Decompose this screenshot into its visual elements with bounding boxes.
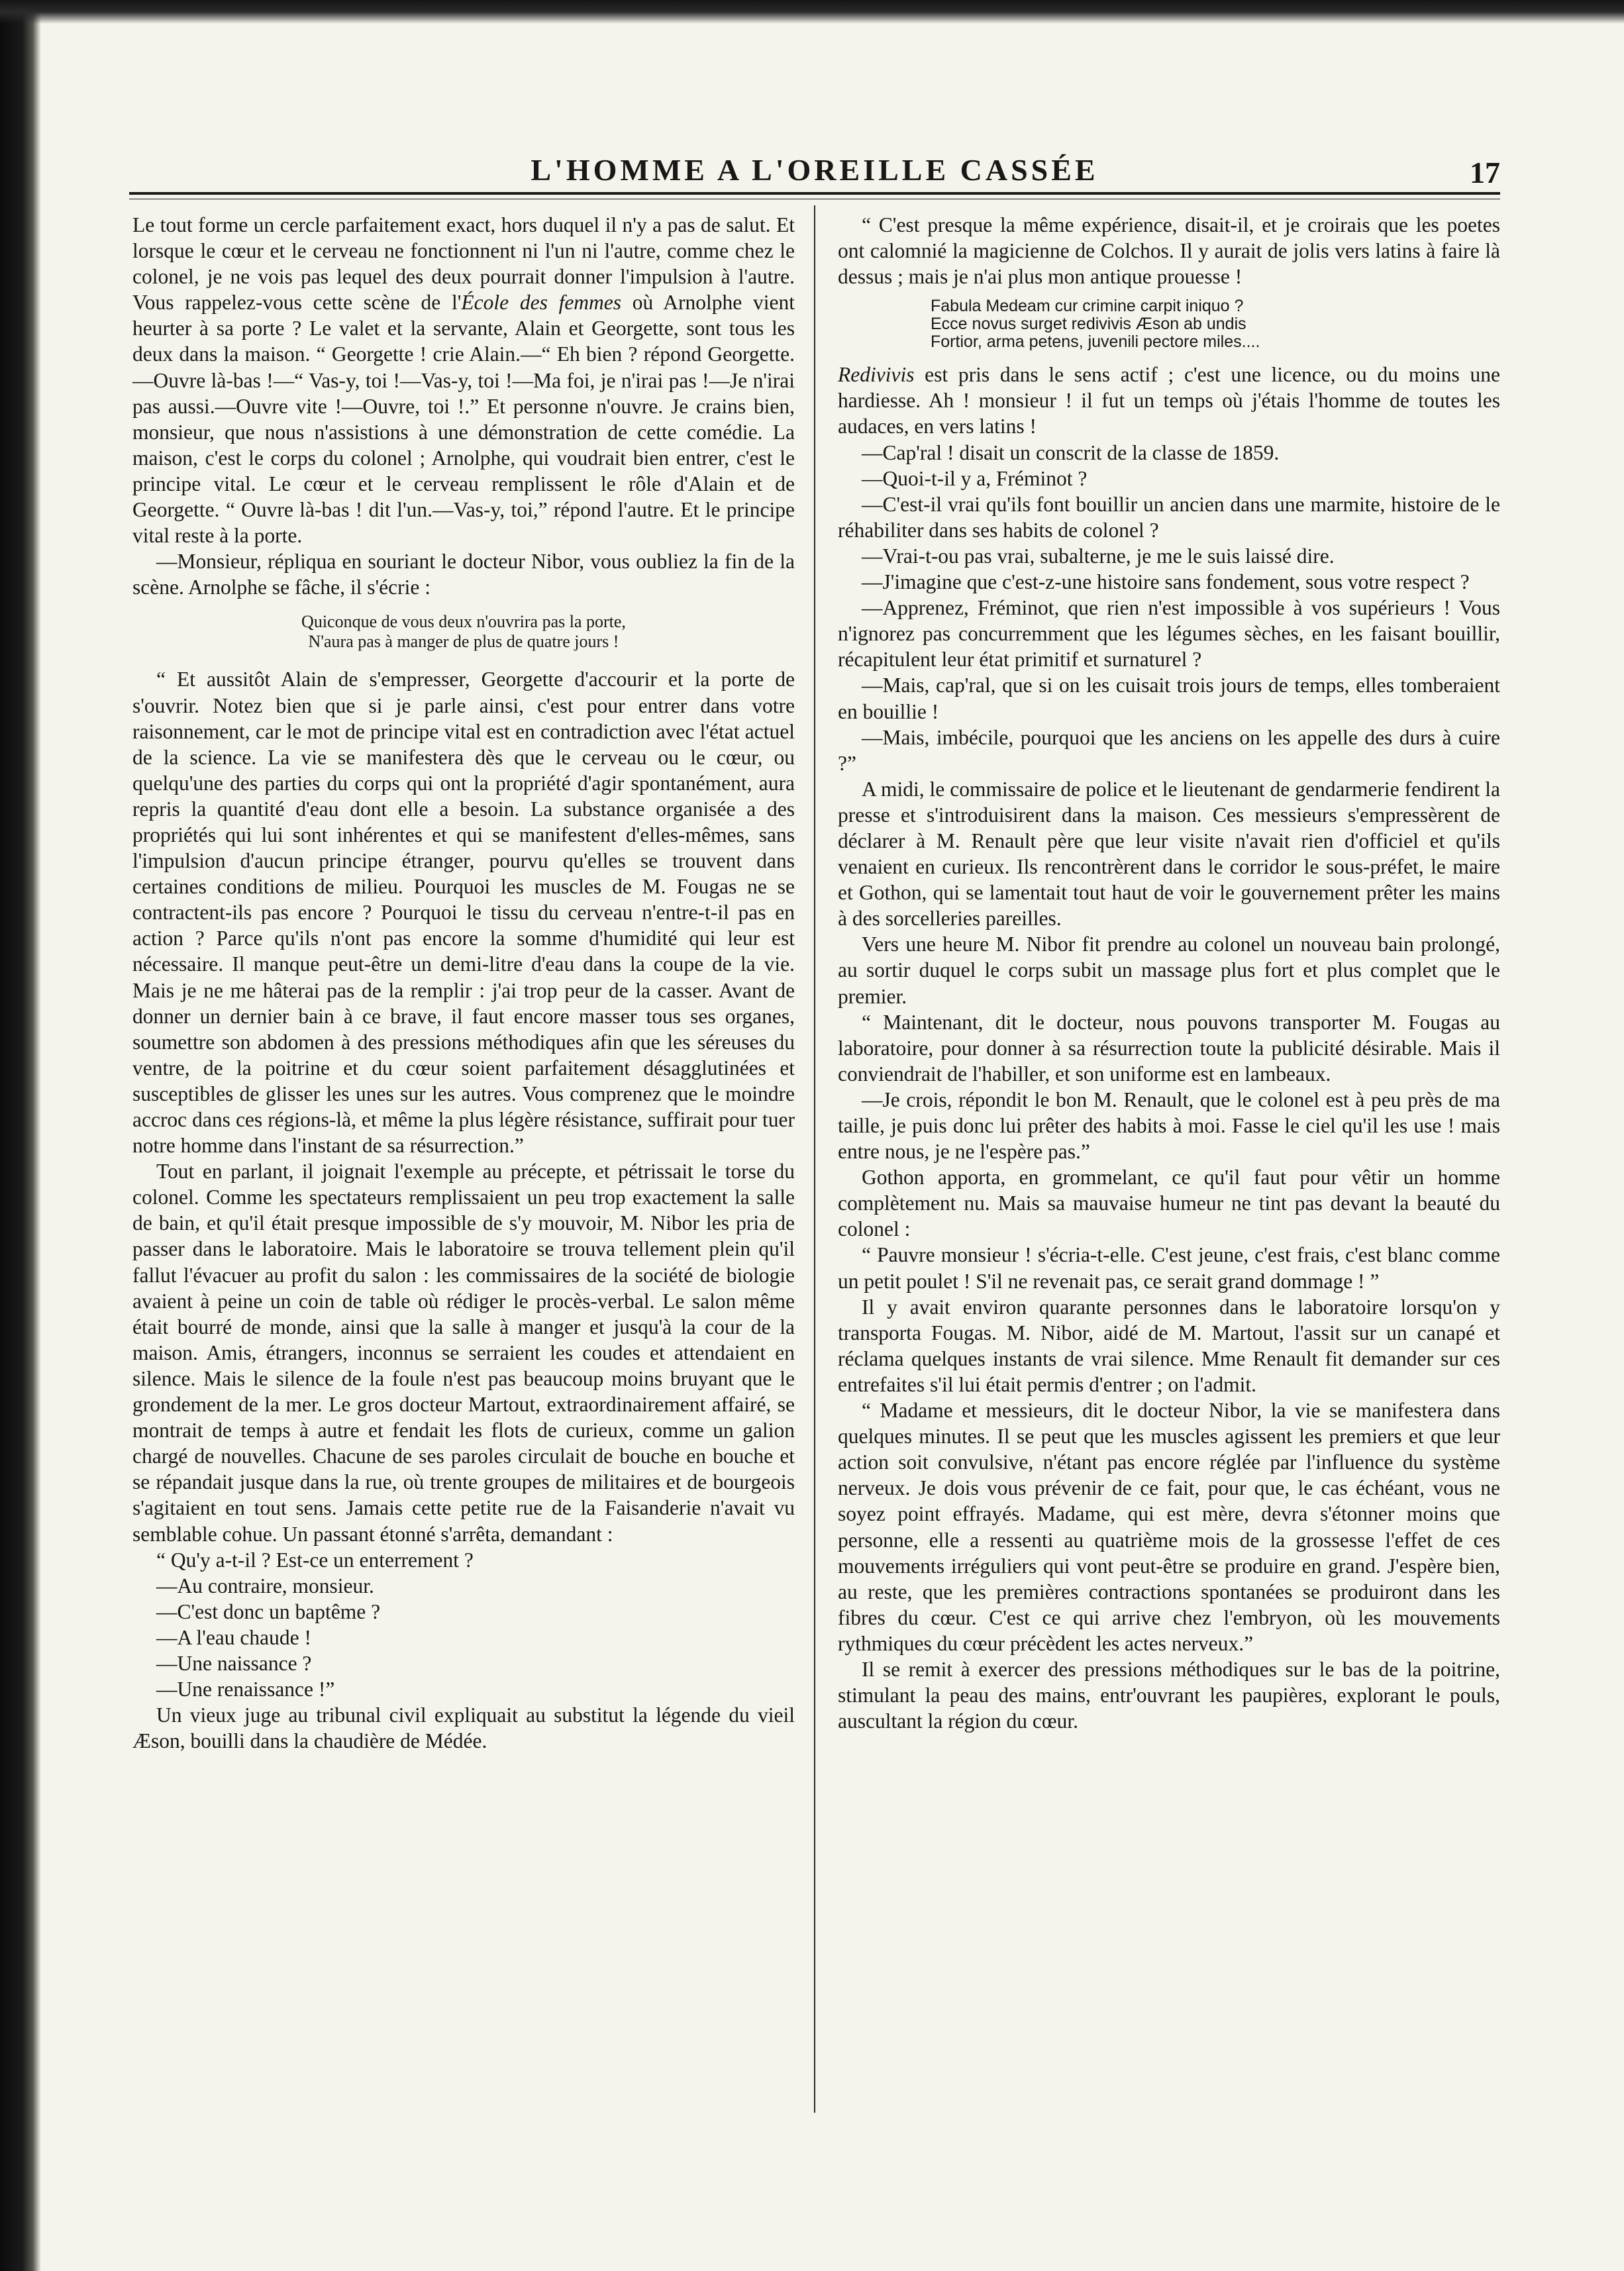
paragraph: Le tout forme un cercle parfaitement exact, hors duquel il n'y a pas de salut. Et lorsque le cœur et le cerveau ne fonctionnent ni l'un ni l'autre, comme chez le colonel, je ne vois pas lequel des deux pourrait donner l'impulsion à l'autre. Vous rappelez-vous cette scène de l'École des femmes où Arnolphe vient heurter à sa porte ? Le valet et la servante, Alain et Georgette, sont tous les deux dans la maison. “ Georgette ! crie Alain.—“ Eh bien ? répond Georgette.—Ouvre là-bas !—“ Vas-y, toi !—Vas-y, toi !—Ma foi, je n'irai pas !—Je n'irai pas aussi.—Ouvre vite !—Ouvre, toi !.” Et personne n'ouvre. Je crains bien, monsieur, que nous n'assistions à une démonstration de cette comédie. La maison, c'est le corps du colonel ; Arnolphe, qui voudrait bien entrer, c'est le principe vital. Le cœur et le cerveau remplissent le rôle d'Alain et de Georgette. “ Ouvre là-bas ! dit l'un.—Vas-y, toi,” répond l'autre. Et le principe vital reste à la porte. <box>132 213 795 548</box>
paragraph: —Je crois, répondit le bon M. Renault, que le colonel est à peu près de ma taille, je puis donc lui prêter des habits à moi. Fasse le ciel qu'il les use ! mais entre nous, je ne l'espère pas.” <box>838 1087 1500 1164</box>
latin-verse <box>931 297 1500 351</box>
right-column <box>838 212 1500 1734</box>
paragraph: Il se remit à exercer des pressions méthodiques sur le bas de la poitrine, stimulant la peau des mains, entr'ouvrant les paupières, explorant le pouls, auscultant la région du cœur. <box>838 1657 1500 1733</box>
dialogue-line: —Une renaissance !” <box>156 1678 335 1701</box>
paragraph: “ C'est presque la même expérience, disait-il, et je croirais que les poetes ont calomnié la magicienne de Colchos. Il y aurait de jolis vers latins à faire là dessus ; mais je n'ai plus mon antique prouesse ! <box>838 213 1500 289</box>
paragraph: “ Pauvre monsieur ! s'écria-t-elle. C'est jeune, c'est frais, c'est blanc comme un petit poulet ! S'il ne revenait pas, ce serait grand dommage ! ” <box>838 1243 1500 1293</box>
latin-line: Fabula Medeam cur crimine carpit iniquo ? <box>931 297 1244 316</box>
latin-line: Ecce novus surget redivivis Æson ab undis <box>931 315 1246 334</box>
paragraph: —Monsieur, répliqua en souriant le docteur Nibor, vous oubliez la fin de la scène. Arnolphe se fâche, il s'écrie : <box>132 550 795 599</box>
dialogue-line: —Quoi-t-il y a, Fréminot ? <box>862 466 1088 490</box>
dialogue-line: —Apprenez, Fréminot, que rien n'est impossible à vos supérieurs ! Vous n'ignorez pas concurremment que les légumes sèches, en les faisant bouillir, récapitulent leur état primitif et surnaturel ? <box>838 596 1500 672</box>
verse-line: Quiconque de vous deux n'ouvrira pas la porte, <box>301 612 626 632</box>
dialogue-line: —Cap'ral ! disait un conscrit de la classe de 1859. <box>862 440 1280 464</box>
dialogue-line: —Au contraire, monsieur. <box>156 1574 374 1597</box>
column-divider <box>814 205 815 2113</box>
binding-edge <box>0 0 41 2271</box>
dialogue-line: —A l'eau chaude ! <box>156 1625 311 1649</box>
latin-line: Fortior, arma petens, juvenili pectore miles.... <box>931 332 1260 352</box>
paragraph: Un vieux juge au tribunal civil expliquait au substitut la légende du vieil Æson, bouilli dans la chaudière de Médée. <box>132 1703 795 1753</box>
paragraph: “ Et aussitôt Alain de s'empresser, Georgette d'accourir et la porte de s'ouvrir. Notez bien que si je parle ainsi, c'est pour entrer dans votre raisonnement, car le mot de principe vital est en contradiction avec l'état actuel de la science. La vie se manifestera dès que le cerveau ou le cœur, ou quelqu'une des parties du corps qui ont la propriété d'agir spontanément, aura repris la quantité d'eau dont elle a besoin. La substance organisée a des propriétés qui lui sont inhérentes et qui se manifestent d'elles-mêmes, sans l'impulsion d'aucun principe étranger, pourvu qu'elles se trouvent dans certaines conditions de milieu. Pourquoi les muscles de M. Fougas ne se contractent-ils pas encore ? Pourquoi le tissu du cerveau n'entre-t-il pas en action ? Parce qu'ils n'ont pas encore la somme d'humidité qui leur est nécessaire. Il manque peut-être un demi-litre d'eau dans la coupe de la vie. Mais je ne me hâterai pas de la remplir : j'ai trop peur de la casser. Avant de donner un dernier bain à ce brave, il faut encore masser tous ses organes, soumettre son abdomen à des pressions méthodiques afin que les séreuses du ventre, de la poitrine et du cœur soient parfaitement désagglutinées et susceptibles de glisser les unes sur les autres. Vous comprenez que le moindre accroc dans ces régions-là, et même la plus légère résistance, suffirait pour tuer notre homme dans l'instant de sa résurrection.” <box>132 668 795 1158</box>
paragraph: Redivivis est pris dans le sens actif ; c'est une licence, ou du moins une hardiesse. Ah ! monsieur ! il fut un temps où j'étais l'homme de toutes les audaces, en vers latins ! <box>838 363 1500 438</box>
paragraph: Il y avait environ quarante personnes dans le laboratoire lorsqu'on y transporta Fougas. M. Nibor, aidé de M. Martout, l'assit sur un canapé et réclama quelques instants de vrai silence. Mme Renault fit demander sur ces entrefaites s'il lui était permis d'entrer ; on l'admit. <box>838 1295 1500 1396</box>
paragraph: Gothon apporta, en grommelant, ce qu'il faut pour vêtir un homme complètement nu. Mais sa mauvaise humeur ne tint pas devant la beauté du colonel : <box>838 1166 1500 1241</box>
dialogue-line: —C'est donc un baptême ? <box>156 1599 381 1623</box>
paragraph: Vers une heure M. Nibor fit prendre au colonel un nouveau bain prolongé, au sortir duquel le corps subit un massage plus fort et plus complet que le premier. <box>838 933 1500 1008</box>
verse-line: N'aura pas à manger de plus de quatre jours ! <box>308 632 619 652</box>
paragraph: A midi, le commissaire de police et le lieutenant de gendarmerie fendirent la presse et s'introduisirent dans la maison. Ces messieurs s'empressèrent de déclarer à M. Renault père que leur visite n'avait rien d'officiel et qu'ils venaient en curieux. Ils rencontrèrent dans le corridor le sous-préfet, le maire et Gothon, qui se lamentait tout haut de voir le gouvernement prêter les mains à des sorcelleries pareilles. <box>838 777 1500 931</box>
running-title: L'HOMME A L'OREILLE CASSÉE <box>531 153 1099 187</box>
dialogue-line: —Mais, imbécile, pourquoi que les anciens on les appelle des durs à cuire ?” <box>838 725 1500 775</box>
header-rule <box>129 192 1500 195</box>
top-torn-edge <box>0 0 1624 24</box>
paragraph: “ Madame et messieurs, dit le docteur Nibor, la vie se manifestera dans quelques minutes. Il se peut que les muscles agissent les premiers et que leur action soit convulsive, n'étant pas encore réglée par l'influence du système nerveux. Je dois vous prévenir de ce fait, pour que, le cas échéant, vous ne soyez point effrayés. Madame, qui est mère, devra s'étonner moins que personne, elle a ressenti au quatrième mois de la grossesse l'effet de ces mouvements irréguliers qui vont peut-être se produire en grand. J'espère bien, au reste, que les premières contractions spontanées se produiront dans les fibres du cœur. C'est ce qui arrive chez l'embryon, où les mouvements rythmiques du cœur précèdent les actes nerveux.” <box>838 1399 1500 1655</box>
dialogue-line: —Mais, cap'ral, que si on les cuisait trois jours de temps, elles tomberaient en bouillie ! <box>838 674 1500 723</box>
dialogue-line: “ Qu'y a-t-il ? Est-ce un enterrement ? <box>156 1548 474 1572</box>
paragraph: “ Maintenant, dit le docteur, nous pouvons transporter M. Fougas au laboratoire, pour donner à sa résurrection toute la publicité désirable. Mais il conviendrait de l'habiller, et son uniforme est en lambeaux. <box>838 1010 1500 1085</box>
page-number: 17 <box>1470 156 1500 189</box>
dialogue-line: —Vrai-t-ou pas vrai, subalterne, je me le suis laissé dire. <box>862 544 1335 568</box>
verse-quote <box>132 612 795 652</box>
paragraph: Tout en parlant, il joignait l'exemple au précepte, et pétrissait le torse du colonel. Comme les spectateurs remplissaient un peu trop exactement la salle de bain, et qu'il était presque impossible de s'y mouvoir, M. Nibor les pria de passer dans le laboratoire. Mais le laboratoire se trouva tellement plein qu'il fallut l'évacuer au profit du salon : les commissaires de la société de biologie avaient à peine un coin de table où rédiger le procès-verbal. Le salon même était bourré de monde, ainsi que la salle à manger et jusqu'à la cour de la maison. Amis, étrangers, inconnus se serraient les coudes et attendaient en silence. Mais le silence de la foule n'est pas beaucoup moins bruyant que le grondement de la mer. Le gros docteur Martout, extraordinairement affairé, se montrait de temps à autre et fendait les flots de curieux, comme un galion chargé de nouvelles. Chacune de ses paroles circulait de bouche en bouche et se répandait jusque dans la rue, où trente groupes de militaires et de bourgeois s'agitaient en tout sens. Jamais cette petite rue de la Faisanderie n'avait vu semblable cohue. Un passant étonné s'arrêta, demandant : <box>132 1160 795 1546</box>
running-header <box>129 150 1500 196</box>
dialogue-line: —J'imagine que c'est-z-une histoire sans fondement, sous votre respect ? <box>862 570 1470 594</box>
left-column <box>132 212 795 1754</box>
dialogue-line: —C'est-il vrai qu'ils font bouillir un ancien dans une marmite, histoire de le réhabiliter dans ses habits de colonel ? <box>838 492 1500 542</box>
dialogue-line: —Une naissance ? <box>156 1651 312 1675</box>
